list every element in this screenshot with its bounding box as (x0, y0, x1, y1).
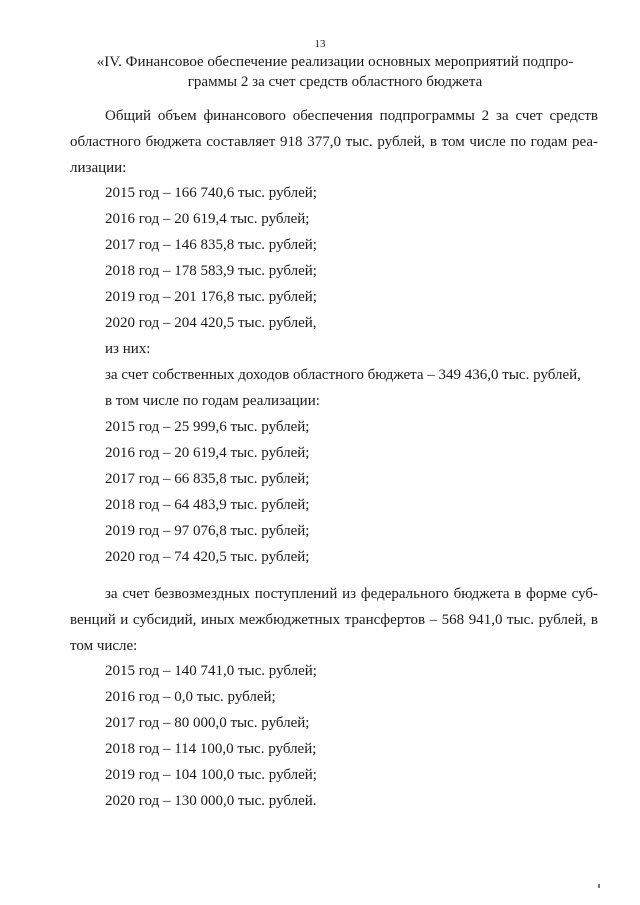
total-paragraph-line-1: Общий объем финансового обеспечения подпрограммы 2 за счет средств (105, 108, 598, 124)
federal-year-2016: 2016 год – 0,0 тыс. рублей; (105, 689, 276, 705)
total-year-2019: 2019 год – 201 176,8 тыс. рублей; (105, 289, 317, 305)
own-revenue-line-2: в том числе по годам реализации: (105, 393, 320, 409)
federal-year-2017: 2017 год – 80 000,0 тыс. рублей; (105, 715, 310, 731)
own-revenue-line-1: за счет собственных доходов областного бюджета – 349 436,0 тыс. рублей, (105, 367, 581, 383)
own-year-2017: 2017 год – 66 835,8 тыс. рублей; (105, 471, 310, 487)
own-year-2015: 2015 год – 25 999,6 тыс. рублей; (105, 419, 310, 435)
own-year-2018: 2018 год – 64 483,9 тыс. рублей; (105, 497, 310, 513)
total-year-2020: 2020 год – 204 420,5 тыс. рублей, (105, 315, 317, 331)
federal-paragraph-line-3: том числе: (70, 638, 138, 654)
federal-paragraph-line-2: венций и субсидий, иных межбюджетных трансфертов – 568 941,0 тыс. рублей, в (70, 612, 598, 628)
total-year-2018: 2018 год – 178 583,9 тыс. рублей; (105, 263, 317, 279)
total-year-2017: 2017 год – 146 835,8 тыс. рублей; (105, 237, 317, 253)
federal-year-2015: 2015 год – 140 741,0 тыс. рублей; (105, 663, 317, 679)
of-them-label: из них: (105, 341, 151, 357)
total-paragraph-line-3: лизации: (70, 160, 127, 176)
section-heading (70, 52, 600, 92)
section-heading-line-2: граммы 2 за счет средств областного бюджета (187, 74, 483, 90)
page-number: 13 (314, 38, 326, 50)
total-year-2016: 2016 год – 20 619,4 тыс. рублей; (105, 211, 310, 227)
federal-year-2018: 2018 год – 114 100,0 тыс. рублей; (105, 741, 317, 757)
own-year-2020: 2020 год – 74 420,5 тыс. рублей; (105, 549, 310, 565)
total-paragraph-line-2: областного бюджета составляет 918 377,0 тыс. рублей, в том числе по годам реа- (70, 134, 598, 150)
federal-paragraph-line-1: за счет безвозмездных поступлений из федерального бюджета в форме суб- (105, 586, 598, 602)
total-year-2015: 2015 год – 166 740,6 тыс. рублей; (105, 185, 317, 201)
scan-speck (598, 884, 600, 888)
own-year-2019: 2019 год – 97 076,8 тыс. рублей; (105, 523, 310, 539)
section-heading-line-1: «IV. Финансовое обеспечение реализации основных мероприятий подпро- (96, 54, 574, 70)
federal-year-2019: 2019 год – 104 100,0 тыс. рублей; (105, 767, 317, 783)
own-year-2016: 2016 год – 20 619,4 тыс. рублей; (105, 445, 310, 461)
federal-year-2020: 2020 год – 130 000,0 тыс. рублей. (105, 793, 317, 809)
